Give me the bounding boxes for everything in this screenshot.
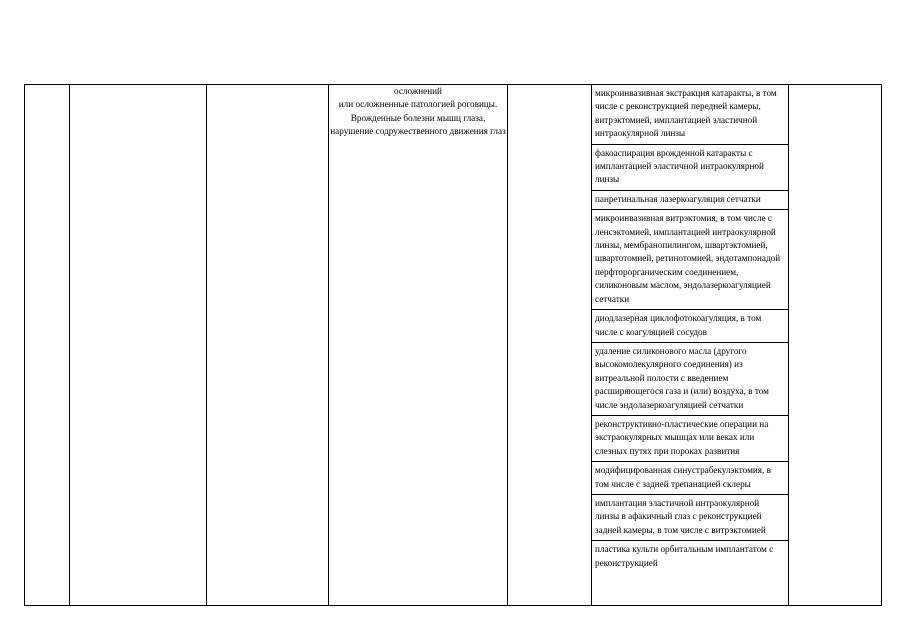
method-item: имплантация эластичной интраокулярной линзы в афакичный глаз с реконструкцией задней камеры, в том числе с витрэктомией xyxy=(592,495,788,541)
method-item: микроинвазивная экстракция катаракты, в том числе с реконструкцией передней камеры, витрэктомией, имплантацией эластичной интраокулярной линзы xyxy=(592,85,788,145)
method-item: диодлазерная циклофотокоагуляция, в том числе с коагуляцией сосудов xyxy=(592,310,788,343)
method-item: факоаспирация врожденной катаракты с имплантацией эластичной интраокулярной линзы xyxy=(592,145,788,191)
column-model-cell xyxy=(508,85,592,606)
medical-procedures-table xyxy=(24,84,882,606)
method-item: микроинвазивная витрэктомия, в том числе с ленсэктомией, имплантацией интраокулярной линзы, мембранопилингом, швартэктомией, швартотомией, ретинотомией, эндотампонадой перфторорганическим соединением, силиконовым маслом, эндолазеркоагуляцией сетчатки xyxy=(592,210,788,310)
method-item: панретинальная лазеркоагуляция сетчатки xyxy=(592,191,788,210)
method-item: удаление силиконового масла (другого высокомолекулярного соединения) из витреальной полости с введением расширяющегося газа и (или) воздуха, в том числе эндолазеркоагуляцией сетчатки xyxy=(592,343,788,416)
diagnosis-text: осложнений или осложненные патологией роговицы. Врожденные болезни мышц глаза, нарушение содружественного движения глаз xyxy=(330,86,506,137)
diagnosis-cell xyxy=(329,85,508,606)
column-number-cell xyxy=(25,85,70,606)
column-code-cell xyxy=(207,85,329,606)
treatment-methods-cell xyxy=(592,85,789,606)
column-cost-cell xyxy=(789,85,882,606)
method-item: реконструктивно-пластические операции на экстраокулярных мышцах или веках или слезных путях при пороках развития xyxy=(592,416,788,462)
method-item: модифицированная синустрабекулэктомия, в том числе с задней трепанацией склеры xyxy=(592,462,788,495)
column-profile-cell xyxy=(70,85,207,606)
table-row xyxy=(25,85,882,606)
method-item: пластика культи орбитальным имплантатом с реконструкцией xyxy=(595,544,774,568)
